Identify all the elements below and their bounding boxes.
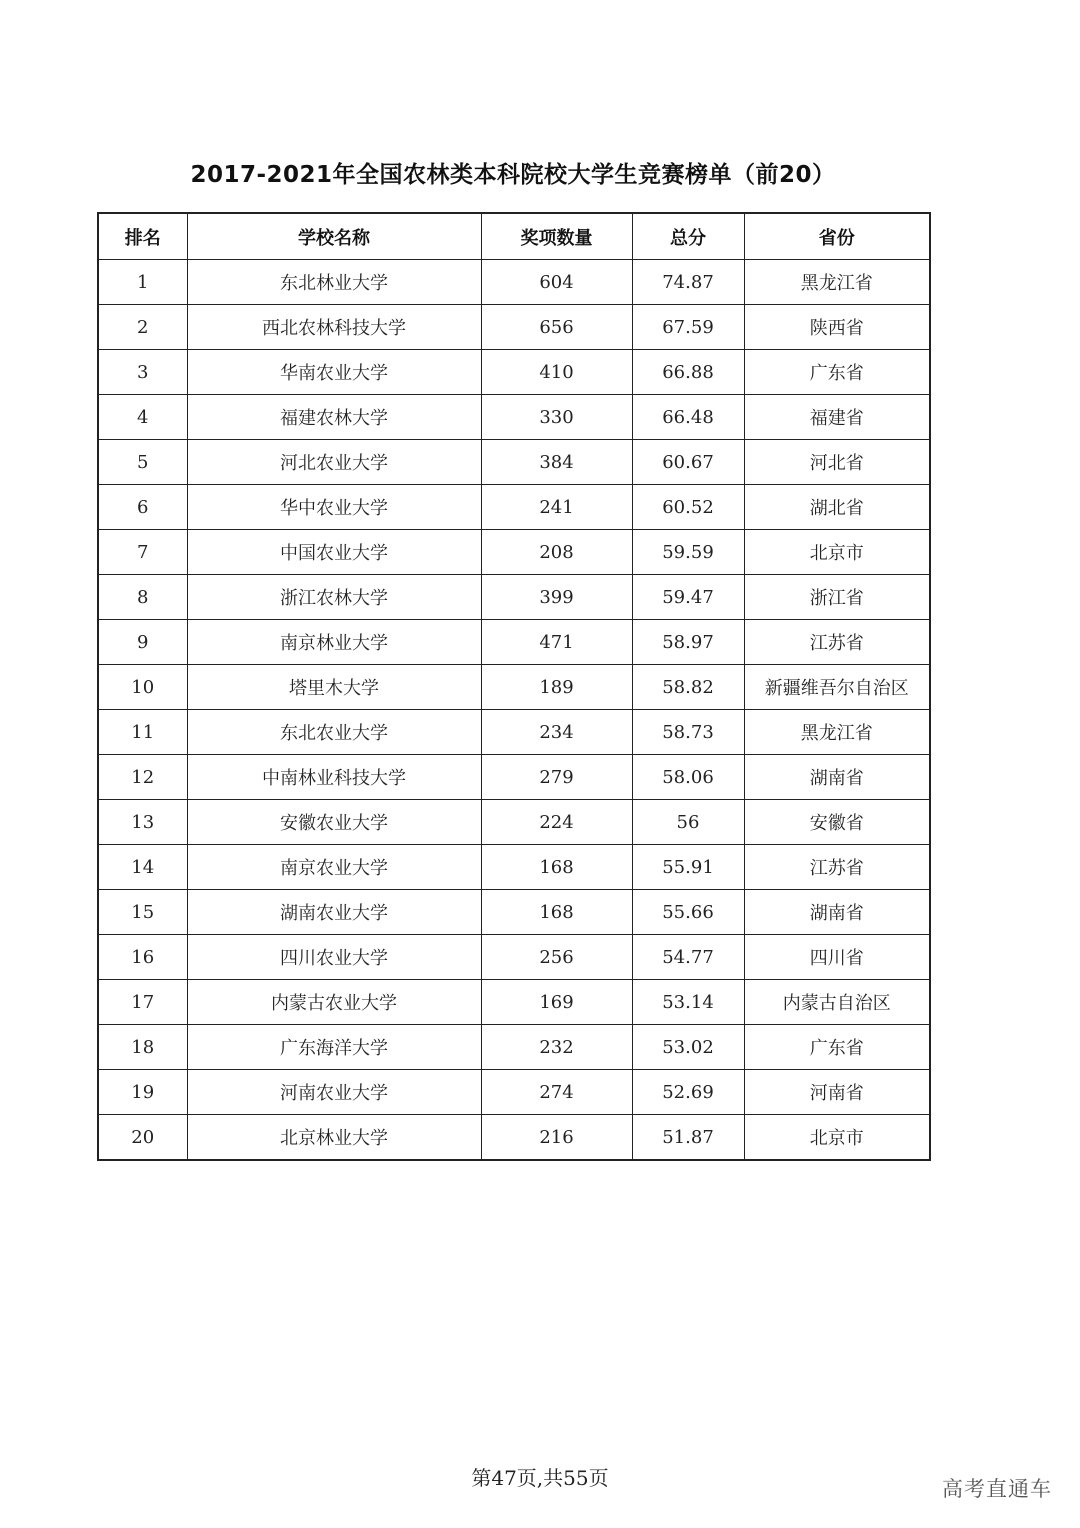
province-cell: 广东省	[744, 1025, 930, 1070]
award-count-cell: 279	[481, 755, 632, 800]
school-name-cell: 浙江农林大学	[187, 575, 481, 620]
province-cell: 浙江省	[744, 575, 930, 620]
table-row	[98, 800, 930, 845]
table-row	[98, 395, 930, 440]
header-total-score: 总分	[632, 213, 744, 260]
award-count-cell: 224	[481, 800, 632, 845]
school-name-cell: 华中农业大学	[187, 485, 481, 530]
rank-cell: 12	[98, 755, 187, 800]
school-name-cell: 中国农业大学	[187, 530, 481, 575]
province-cell: 北京市	[744, 530, 930, 575]
total-score-cell: 58.73	[632, 710, 744, 755]
award-count-cell: 169	[481, 980, 632, 1025]
province-cell: 河北省	[744, 440, 930, 485]
school-name-cell: 中南林业科技大学	[187, 755, 481, 800]
rank-cell: 17	[98, 980, 187, 1025]
award-count-cell: 241	[481, 485, 632, 530]
total-score-cell: 60.67	[632, 440, 744, 485]
rank-cell: 18	[98, 1025, 187, 1070]
total-score-cell: 58.82	[632, 665, 744, 710]
province-cell: 河南省	[744, 1070, 930, 1115]
award-count-cell: 471	[481, 620, 632, 665]
province-cell: 福建省	[744, 395, 930, 440]
table-row	[98, 620, 930, 665]
province-cell: 江苏省	[744, 845, 930, 890]
table-row	[98, 710, 930, 755]
total-score-cell: 60.52	[632, 485, 744, 530]
header-province: 省份	[744, 213, 930, 260]
rank-cell: 2	[98, 305, 187, 350]
rank-cell: 1	[98, 260, 187, 305]
school-name-cell: 安徽农业大学	[187, 800, 481, 845]
award-count-cell: 168	[481, 890, 632, 935]
header-rank: 排名	[98, 213, 187, 260]
rank-cell: 20	[98, 1115, 187, 1161]
province-cell: 江苏省	[744, 620, 930, 665]
province-cell: 黑龙江省	[744, 260, 930, 305]
page-number: 第47页,共55页	[471, 1466, 609, 1490]
school-name-cell: 河南农业大学	[187, 1070, 481, 1115]
award-count-cell: 234	[481, 710, 632, 755]
total-score-cell: 55.91	[632, 845, 744, 890]
rank-cell: 8	[98, 575, 187, 620]
total-score-cell: 54.77	[632, 935, 744, 980]
total-score-cell: 59.47	[632, 575, 744, 620]
school-name-cell: 西北农林科技大学	[187, 305, 481, 350]
school-name-cell: 广东海洋大学	[187, 1025, 481, 1070]
school-name-cell: 华南农业大学	[187, 350, 481, 395]
total-score-cell: 59.59	[632, 530, 744, 575]
table-row	[98, 755, 930, 800]
award-count-cell: 168	[481, 845, 632, 890]
award-count-cell: 604	[481, 260, 632, 305]
rank-cell: 14	[98, 845, 187, 890]
table-row	[98, 935, 930, 980]
province-cell: 陕西省	[744, 305, 930, 350]
total-score-cell: 56	[632, 800, 744, 845]
header-school-name: 学校名称	[187, 213, 481, 260]
award-count-cell: 330	[481, 395, 632, 440]
total-score-cell: 51.87	[632, 1115, 744, 1161]
award-count-cell: 256	[481, 935, 632, 980]
school-name-cell: 内蒙古农业大学	[187, 980, 481, 1025]
school-name-cell: 北京林业大学	[187, 1115, 481, 1161]
header-row	[98, 213, 930, 260]
table-row	[98, 845, 930, 890]
table-row	[98, 350, 930, 395]
award-count-cell: 656	[481, 305, 632, 350]
table-row	[98, 575, 930, 620]
province-cell: 湖南省	[744, 755, 930, 800]
total-score-cell: 58.97	[632, 620, 744, 665]
total-score-cell: 74.87	[632, 260, 744, 305]
province-cell: 内蒙古自治区	[744, 980, 930, 1025]
table-row	[98, 665, 930, 710]
table-row	[98, 305, 930, 350]
rank-cell: 13	[98, 800, 187, 845]
award-count-cell: 410	[481, 350, 632, 395]
total-score-cell: 58.06	[632, 755, 744, 800]
province-cell: 新疆维吾尔自治区	[744, 665, 930, 710]
total-score-cell: 67.59	[632, 305, 744, 350]
award-count-cell: 216	[481, 1115, 632, 1161]
table-row	[98, 1070, 930, 1115]
award-count-cell: 189	[481, 665, 632, 710]
table-row	[98, 485, 930, 530]
rank-cell: 5	[98, 440, 187, 485]
table-header	[98, 213, 930, 260]
rank-cell: 9	[98, 620, 187, 665]
total-score-cell: 53.14	[632, 980, 744, 1025]
total-score-cell: 66.88	[632, 350, 744, 395]
province-cell: 湖北省	[744, 485, 930, 530]
total-score-cell: 66.48	[632, 395, 744, 440]
rank-cell: 7	[98, 530, 187, 575]
table-body	[98, 260, 930, 1161]
province-cell: 湖南省	[744, 890, 930, 935]
award-count-cell: 384	[481, 440, 632, 485]
school-name-cell: 南京林业大学	[187, 620, 481, 665]
total-score-cell: 55.66	[632, 890, 744, 935]
table-row	[98, 260, 930, 305]
table-row	[98, 1115, 930, 1161]
rank-cell: 16	[98, 935, 187, 980]
rank-cell: 10	[98, 665, 187, 710]
school-name-cell: 四川农业大学	[187, 935, 481, 980]
award-count-cell: 232	[481, 1025, 632, 1070]
header-award-count: 奖项数量	[481, 213, 632, 260]
province-cell: 北京市	[744, 1115, 930, 1161]
province-cell: 黑龙江省	[744, 710, 930, 755]
school-name-cell: 福建农林大学	[187, 395, 481, 440]
table-row	[98, 440, 930, 485]
table-row	[98, 980, 930, 1025]
rank-cell: 19	[98, 1070, 187, 1115]
rank-cell: 11	[98, 710, 187, 755]
rank-cell: 15	[98, 890, 187, 935]
rank-cell: 3	[98, 350, 187, 395]
table-row	[98, 890, 930, 935]
watermark: 高考直通车	[942, 1477, 1052, 1501]
province-cell: 广东省	[744, 350, 930, 395]
school-name-cell: 塔里木大学	[187, 665, 481, 710]
province-cell: 安徽省	[744, 800, 930, 845]
ranking-table	[97, 212, 931, 1161]
rank-cell: 4	[98, 395, 187, 440]
school-name-cell: 南京农业大学	[187, 845, 481, 890]
total-score-cell: 52.69	[632, 1070, 744, 1115]
province-cell: 四川省	[744, 935, 930, 980]
total-score-cell: 53.02	[632, 1025, 744, 1070]
school-name-cell: 东北农业大学	[187, 710, 481, 755]
table-row	[98, 530, 930, 575]
rank-cell: 6	[98, 485, 187, 530]
table-row	[98, 1025, 930, 1070]
award-count-cell: 399	[481, 575, 632, 620]
school-name-cell: 河北农业大学	[187, 440, 481, 485]
document-title: 2017-2021年全国农林类本科院校大学生竞赛榜单（前20）	[190, 162, 836, 188]
award-count-cell: 208	[481, 530, 632, 575]
school-name-cell: 湖南农业大学	[187, 890, 481, 935]
school-name-cell: 东北林业大学	[187, 260, 481, 305]
award-count-cell: 274	[481, 1070, 632, 1115]
